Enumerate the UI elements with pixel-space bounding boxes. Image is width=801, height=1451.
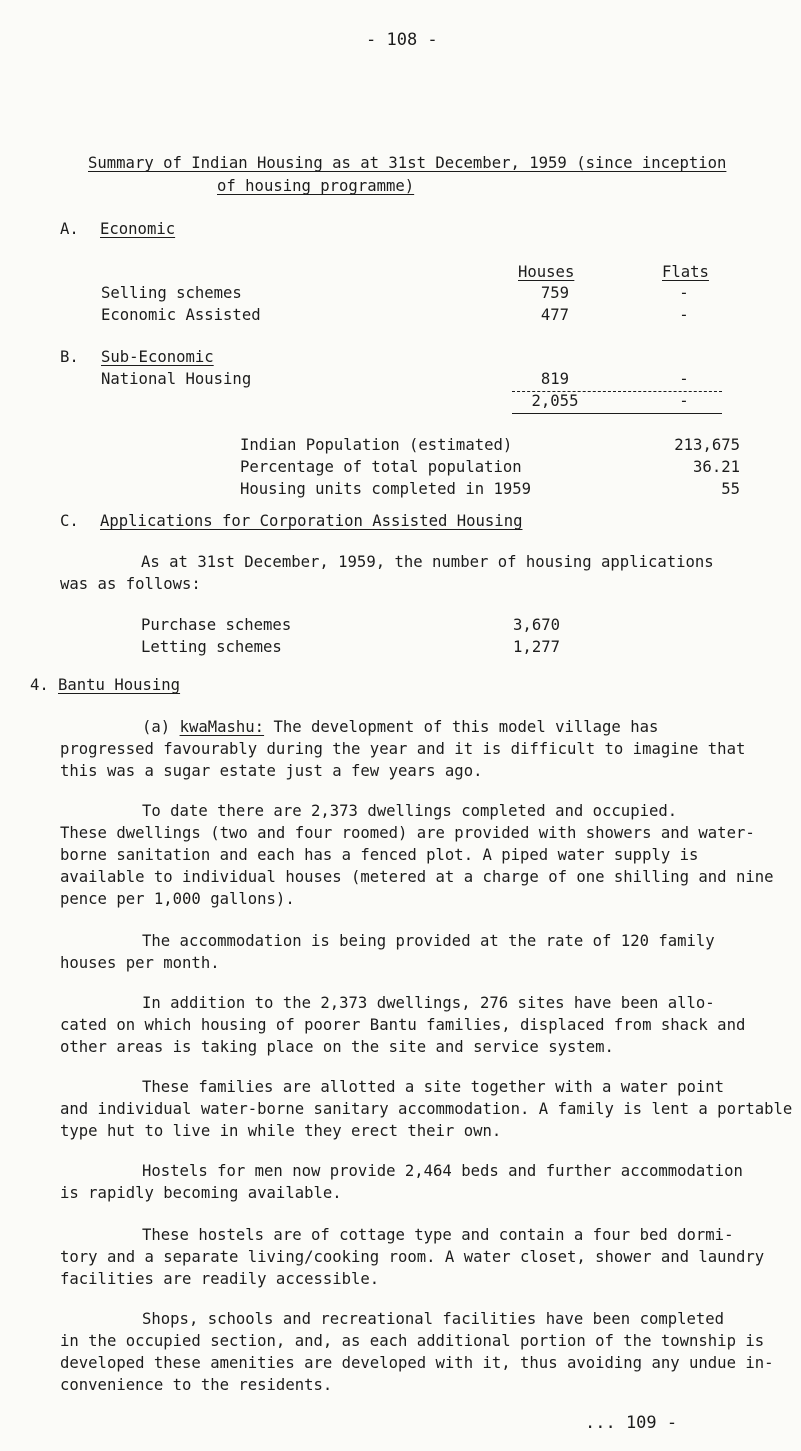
paragraph-line: convenience to the residents. [60, 1376, 333, 1394]
row-houses-value: 477 [540, 306, 570, 324]
row-flats-value: - [679, 370, 689, 388]
application-value: 1,277 [513, 638, 560, 656]
row-label: Selling schemes [101, 284, 242, 302]
paragraph-line: is rapidly becoming available. [60, 1184, 342, 1202]
hostels-paragraph [60, 1160, 790, 1204]
document-title-continued: of housing programme) [217, 177, 415, 195]
paragraph-line: In addition to the 2,373 dwellings, 276 sites have been allo- [142, 994, 715, 1012]
stat-label: Housing units completed in 1959 [240, 480, 532, 498]
section-b-heading: Sub-Economic [101, 348, 214, 366]
stat-value: 55 [721, 480, 740, 498]
section-c-intro-continued: was as follows: [60, 575, 201, 593]
paragraph-line: To date there are 2,373 dwellings completed and occupied. [142, 802, 678, 820]
dwellings-paragraph [60, 800, 790, 910]
paragraph-line: Hostels for men now provide 2,464 beds and further accommodation [142, 1162, 743, 1180]
paragraph-line: progressed favourably during the year and it is difficult to imagine that [60, 740, 746, 758]
paragraph-line: These dwellings (two and four roomed) are provided with showers and water- [60, 824, 755, 842]
row-label: National Housing [101, 370, 252, 388]
paragraph-line: borne sanitation and each has a fenced plot. A piped water supply is [60, 846, 699, 864]
paragraph-line: Shops, schools and recreational facilities have been completed [142, 1310, 725, 1328]
column-header-houses: Houses [518, 263, 575, 281]
section-a-heading: Economic [100, 220, 176, 238]
paragraph-line: this was a sugar estate just a few years ago. [60, 762, 483, 780]
total-flats-value: - [679, 392, 689, 410]
row-houses-value: 819 [540, 370, 570, 388]
total-houses-value: 2,055 [531, 392, 579, 410]
paragraph-line: pence per 1,000 gallons). [60, 890, 295, 908]
paragraph-line: These hostels are of cottage type and contain a four bed dormi- [142, 1226, 734, 1244]
application-label: Purchase schemes [141, 616, 292, 634]
paragraph-line: cated on which housing of poorer Bantu families, displaced from shack and [60, 1016, 746, 1034]
application-value: 3,670 [513, 616, 560, 634]
application-label: Letting schemes [141, 638, 282, 656]
section-c-intro: As at 31st December, 1959, the number of housing applications [141, 553, 714, 571]
amenities-paragraph [60, 1308, 790, 1396]
kwamashu-paragraph [60, 716, 790, 782]
section-4-heading: Bantu Housing [58, 676, 181, 694]
paragraph-line: facilities are readily accessible. [60, 1270, 380, 1288]
paragraph-line: The accommodation is being provided at the rate of 120 family [142, 932, 715, 950]
section-c-letter: C. [60, 512, 79, 530]
families-paragraph [60, 1076, 793, 1142]
row-flats-value: - [679, 306, 689, 324]
stat-label: Percentage of total population [240, 458, 522, 476]
kwamashu-prefix: (a) [142, 718, 171, 736]
hostel-type-paragraph [60, 1224, 790, 1290]
section-c-heading: Applications for Corporation Assisted Housing [100, 512, 523, 530]
continuation-marker: ... 109 - [585, 1413, 678, 1433]
page-number: - 108 - [366, 30, 438, 50]
paragraph-line: houses per month. [60, 954, 220, 972]
accommodation-rate-paragraph [60, 930, 790, 974]
paragraph-line: available to individual houses (metered at a charge of one shilling and nine [60, 868, 774, 886]
column-header-flats: Flats [662, 263, 709, 281]
section-4-number: 4. [30, 676, 49, 694]
paragraph-line: The development of this model village has [273, 718, 659, 736]
document-title: Summary of Indian Housing as at 31st December, 1959 (since inception [88, 154, 727, 172]
paragraph-line: in the occupied section, and, as each additional portion of the township is [60, 1332, 765, 1350]
total-rule [512, 413, 722, 414]
row-houses-value: 759 [540, 284, 570, 302]
paragraph-line: type hut to live in while they erect their own. [60, 1122, 502, 1140]
section-b-letter: B. [60, 348, 79, 366]
paragraph-line: These families are allotted a site together with a water point [142, 1078, 725, 1096]
paragraph-line: and individual water-borne sanitary accommodation. A family is lent a portable [60, 1100, 793, 1118]
paragraph-line: other areas is taking place on the site and service system. [60, 1038, 614, 1056]
paragraph-line: tory and a separate living/cooking room. A water closet, shower and laundry [60, 1248, 765, 1266]
paragraph-line: developed these amenities are developed with it, thus avoiding any undue in- [60, 1354, 774, 1372]
stat-value: 213,675 [674, 436, 740, 454]
section-a-letter: A. [60, 220, 79, 238]
row-flats-value: - [679, 284, 689, 302]
sites-paragraph [60, 992, 790, 1058]
stat-label: Indian Population (estimated) [240, 436, 513, 454]
stat-value: 36.21 [693, 458, 740, 476]
kwamashu-name: kwaMashu: [179, 718, 265, 736]
row-label: Economic Assisted [101, 306, 261, 324]
